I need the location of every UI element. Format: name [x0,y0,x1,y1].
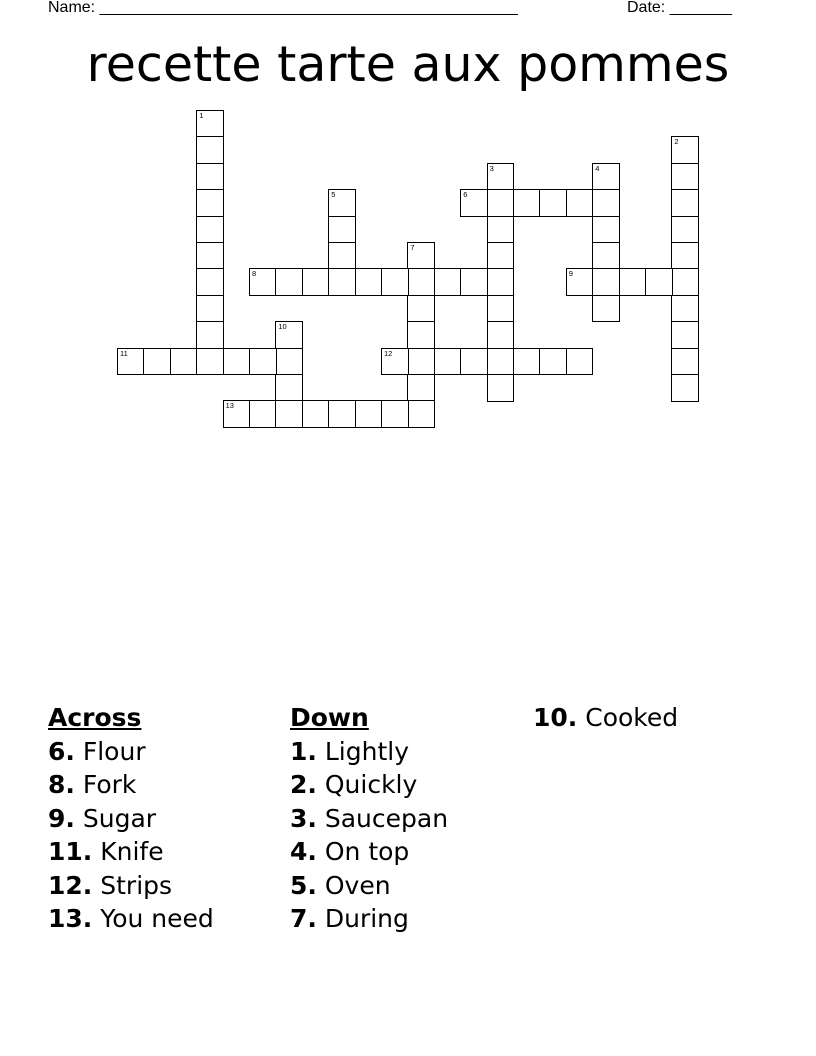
crossword-cell[interactable] [328,189,356,217]
crossword-cell[interactable] [302,268,330,296]
clue-down-1 [290,735,448,769]
clue-number: 13. [48,904,93,933]
crossword-cell[interactable] [487,268,515,296]
crossword-cell[interactable] [487,374,515,402]
cell-number: 6 [463,190,468,200]
crossword-cell[interactable] [196,189,224,217]
crossword-cell[interactable] [513,189,541,217]
crossword-cell[interactable] [117,348,145,376]
crossword-cell[interactable] [196,136,224,164]
name-field-label: Name: _______________________________________________ [48,0,518,16]
crossword-cell[interactable] [407,348,435,376]
cell-number: 12 [384,348,393,358]
page-title: recette tarte aux pommes [86,36,730,93]
across-clues [48,701,214,936]
crossword-cell[interactable] [592,295,620,323]
across-heading: Across [48,703,142,732]
crossword-cell[interactable] [539,348,567,376]
crossword-cell[interactable] [223,348,251,376]
crossword-cell[interactable] [196,163,224,191]
clue-text: Saucepan [324,803,449,833]
clue-number: 5. [290,870,317,900]
clue-number: 9. [48,803,75,833]
clue-down-10 [533,701,678,735]
crossword-cell[interactable] [328,268,356,296]
crossword-cell[interactable] [275,400,303,428]
clue-across-13 [48,902,214,936]
crossword-cell[interactable] [671,295,699,323]
crossword-cell[interactable] [566,348,594,376]
cell-number: 5 [331,190,336,200]
crossword-cell[interactable] [275,268,303,296]
clue-text: You need [100,904,214,933]
clue-number: 2. [290,770,317,799]
crossword-cell[interactable] [328,216,356,244]
clue-text: Sugar [82,803,157,833]
clue-across-9 [48,802,214,836]
crossword-cell[interactable] [487,348,515,376]
clue-number: 6. [48,736,75,766]
crossword-cell[interactable] [645,268,673,296]
crossword-cell[interactable] [196,216,224,244]
clue-text: Oven [324,870,391,900]
crossword-cell[interactable] [460,268,488,296]
crossword-cell[interactable] [592,268,620,296]
crossword-cell[interactable] [223,400,251,428]
crossword-cell[interactable] [671,189,699,217]
crossword-cell[interactable] [328,242,356,270]
clue-text: Knife [100,837,164,866]
clue-text: Lightly [324,736,409,766]
crossword-cell[interactable] [196,242,224,270]
clue-number: 8. [48,770,75,799]
crossword-cell[interactable] [671,163,699,191]
crossword-cell[interactable] [460,348,488,376]
down-heading: Down [290,703,369,732]
crossword-cell[interactable] [671,216,699,244]
crossword-cell[interactable] [275,321,303,349]
clue-down-4 [290,835,448,869]
crossword-cell[interactable] [249,400,277,428]
crossword-cell[interactable] [487,163,515,191]
clue-across-8 [48,768,214,802]
cell-number: 11 [120,348,128,358]
crossword-cell[interactable] [407,295,435,323]
crossword-cell[interactable] [671,268,699,296]
down-clues-continued [533,701,678,735]
crossword-cell[interactable] [196,295,224,323]
crossword-cell[interactable] [592,242,620,270]
crossword-cell[interactable] [196,110,224,138]
crossword-cell[interactable] [566,268,594,296]
crossword-cell[interactable] [407,268,435,296]
clue-text: On top [324,837,410,866]
clue-down-5 [290,869,448,903]
crossword-cell[interactable] [619,268,647,296]
clue-text: Quickly [324,770,418,799]
crossword-cell[interactable] [275,348,303,376]
cell-number: 9 [568,269,573,279]
clue-down-2 [290,768,448,802]
crossword-cell[interactable] [302,400,330,428]
crossword-cell[interactable] [407,242,435,270]
clue-text: Fork [82,770,137,799]
clue-text: During [324,904,409,933]
crossword-cell[interactable] [407,374,435,402]
clue-number: 4. [290,837,317,866]
clue-number: 12. [48,870,93,900]
crossword-cell[interactable] [434,348,462,376]
crossword-cell[interactable] [249,268,277,296]
cell-number: 13 [225,401,234,411]
clue-across-12 [48,869,214,903]
clue-number: 10. [533,703,578,732]
crossword-cell[interactable] [566,189,594,217]
cell-number: 4 [595,163,600,173]
crossword-cell[interactable] [671,136,699,164]
crossword-cell[interactable] [592,216,620,244]
cell-number: 7 [410,243,415,252]
crossword-cell[interactable] [381,400,409,428]
clue-text: Flour [82,736,146,766]
crossword-cell[interactable] [671,348,699,376]
crossword-cell[interactable] [196,268,224,296]
crossword-cell[interactable] [355,268,383,296]
crossword-cell[interactable] [487,321,515,349]
crossword-cell[interactable] [355,400,383,428]
crossword-cell[interactable] [275,374,303,402]
cell-number: 8 [252,269,257,279]
crossword-cell[interactable] [487,189,515,217]
clue-number: 7. [290,904,317,933]
crossword-cell[interactable] [407,400,435,428]
down-clues [290,701,448,936]
crossword-cell[interactable] [671,242,699,270]
clue-number: 11. [48,837,93,866]
crossword-cell[interactable] [381,268,409,296]
crossword-cell[interactable] [170,348,198,376]
crossword-cell[interactable] [249,348,277,376]
clue-number: 1. [290,736,317,766]
crossword-cell[interactable] [592,189,620,217]
cell-number: 2 [674,137,679,147]
clue-down-3 [290,802,448,836]
crossword-cell[interactable] [487,295,515,323]
crossword-cell[interactable] [487,242,515,270]
crossword-cell[interactable] [407,321,435,349]
crossword-cell[interactable] [487,216,515,244]
crossword-cell[interactable] [671,374,699,402]
cell-number: 10 [278,322,287,332]
clue-across-6 [48,735,214,769]
crossword-cell[interactable] [328,400,356,428]
crossword-cell[interactable] [539,189,567,217]
crossword-cell[interactable] [513,348,541,376]
clue-text: Strips [100,870,173,900]
cell-number: 3 [489,163,494,173]
cell-number: 1 [199,111,204,120]
crossword-cell[interactable] [143,348,171,376]
clue-down-7 [290,902,448,936]
crossword-cell[interactable] [592,163,620,191]
clue-text: Cooked [585,703,679,732]
crossword-cell[interactable] [671,321,699,349]
crossword-cell[interactable] [460,189,488,217]
crossword-cell[interactable] [196,348,224,376]
crossword-cell[interactable] [381,348,409,376]
clue-across-11 [48,835,214,869]
crossword-cell[interactable] [434,268,462,296]
clue-number: 3. [290,803,317,833]
date-field-label: Date: _______ [627,0,732,16]
crossword-cell[interactable] [196,321,224,349]
